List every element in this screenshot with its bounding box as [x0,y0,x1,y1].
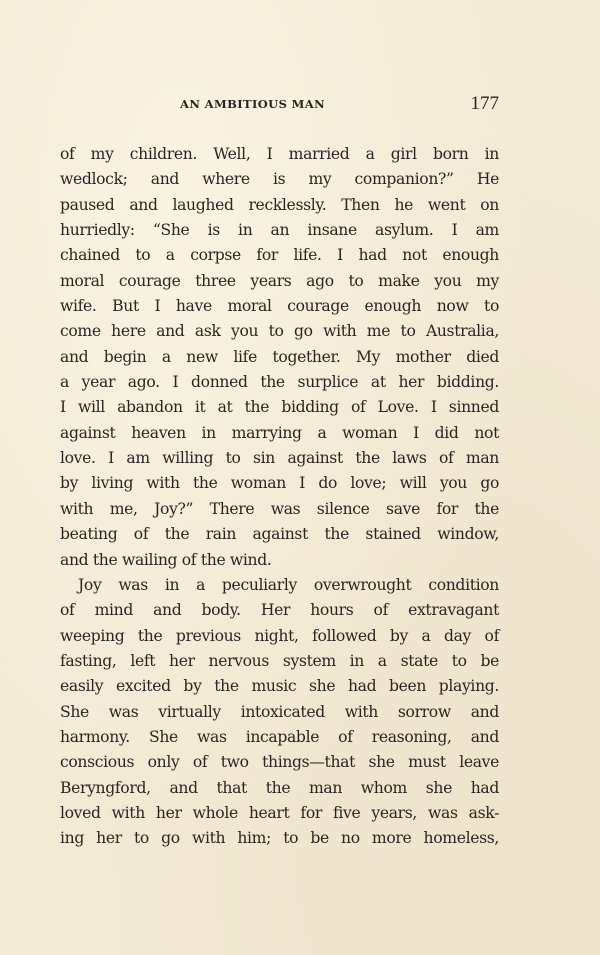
body-text [60,142,499,852]
text-line: of my children. Well, I married a girl born in [60,145,499,163]
paragraph-2 [60,573,499,852]
text-line: a year ago. I donned the surplice at her bidding. [60,373,499,392]
text-line: weeping the previous night, followed by a day of [60,626,499,645]
running-head: AN AMBITIOUS MAN [180,97,326,111]
text-line: by living with the woman I do love; will you go [60,474,499,493]
text-line: come here and ask you to go with me to Australia, [60,322,499,341]
text-line: chained to a corpse for life. I had not enough [60,246,499,265]
text-line: wife. But I have moral courage enough now to [60,297,499,316]
text-line: fasting, left her nervous system in a state to be [60,651,499,670]
text-line: wedlock; and where is my companion?” He [60,170,499,189]
text-line: against heaven in marrying a woman I did not [60,423,499,442]
text-line: easily excited by the music she had been playing. [60,677,499,696]
text-line: moral courage three years ago to make you my [60,271,499,290]
text-line: I will abandon it at the bidding of Love. I sinned [60,398,499,417]
text-line: of mind and body. Her hours of extravagant [60,601,499,620]
text-line: loved with her whole heart for five years, was ask- [60,803,499,822]
text-line: ing her to go with him; to be no more homeless, [60,829,499,848]
text-line: Joy was in a peculiarly overwrought condition [78,575,499,594]
text-line: conscious only of two things—that she must leave [60,753,499,772]
text-line: Beryngford, and that the man whom she had [60,778,499,797]
text-line: paused and laughed recklessly. Then he went on [60,195,499,214]
text-line: beating of the rain against the stained window, [60,525,499,544]
text-line: harmony. She was incapable of reasoning, and [60,727,499,746]
text-line: She was virtually intoxicated with sorrow and [60,702,499,721]
text-line: with me, Joy?” There was silence save for the [60,499,499,518]
text-line: and begin a new life together. My mother died [60,347,499,366]
text-line: hurriedly: “She is in an insane asylum. I am [60,221,499,240]
paragraph-1 [60,142,499,573]
text-line: love. I am willing to sin against the laws of man [60,449,499,468]
text-line: and the wailing of the wind. [60,550,272,569]
page-number: 177 [470,93,499,114]
